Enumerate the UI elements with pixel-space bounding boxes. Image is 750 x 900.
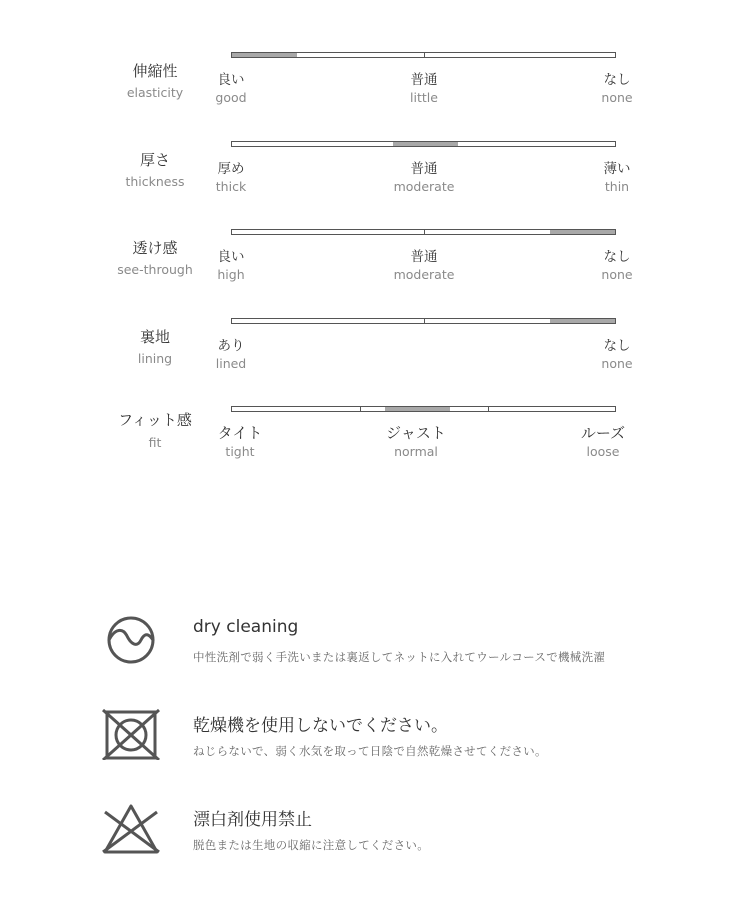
scale-tick — [424, 318, 425, 324]
scale-fill — [385, 407, 450, 411]
attribute-name-en: elasticity — [126, 85, 184, 100]
scale-fill — [550, 230, 615, 234]
attribute-name-ja: フィット感 — [118, 411, 192, 429]
care-item-no-bleach — [0, 800, 750, 860]
scale-label-en: loose — [586, 444, 620, 459]
attribute-name-ja: 厚さ — [139, 151, 170, 169]
scale-label-ja: 薄い — [603, 161, 631, 177]
scale-label-left — [205, 423, 275, 460]
scale-bar — [231, 406, 616, 412]
care-title: dry cleaning — [193, 617, 299, 637]
scale-tick — [360, 406, 361, 412]
scale-label-right — [588, 161, 646, 195]
scale-bar — [231, 318, 616, 324]
scale-label-en: tight — [225, 444, 255, 459]
attribute-thickness — [0, 139, 750, 219]
care-title: 乾燥機を使用しないでください。 — [193, 716, 448, 736]
scale-label-left — [200, 338, 262, 372]
scale-label-middle — [375, 423, 457, 460]
attribute-fit — [0, 404, 750, 484]
scale-label-left — [200, 161, 262, 195]
scale-bar — [231, 141, 616, 147]
scale-fill — [232, 53, 297, 57]
scale-label-right — [570, 423, 636, 460]
care-description: 中性洗剤で弱く手洗いまたは裏返してネットに入れてウールコースで機械洗濯 — [193, 650, 606, 664]
attribute-name-ja: 裏地 — [139, 328, 170, 346]
scale-label-en: none — [601, 267, 633, 282]
attribute-name-en: fit — [148, 435, 162, 450]
scale-fill — [393, 142, 458, 146]
scale-label-ja: あり — [217, 338, 245, 354]
care-title: 漂白剤使用禁止 — [193, 810, 312, 830]
care-item-no-tumble-dry — [0, 706, 750, 766]
no-tumble-dry-icon — [101, 708, 161, 760]
scale-label-ja: なし — [603, 249, 631, 265]
scale-fill — [550, 319, 615, 323]
scale-label-left — [200, 249, 262, 283]
scale-label-en: good — [215, 90, 247, 105]
no-bleach-icon — [101, 802, 161, 854]
scale-label-ja: 厚め — [217, 161, 245, 177]
scale-label-ja: なし — [603, 72, 631, 88]
attribute-name-en: lining — [137, 351, 173, 366]
scale-label-ja: ルーズ — [580, 424, 626, 442]
scale-label-en: high — [217, 267, 245, 282]
care-item-dry-cleaning — [0, 612, 750, 672]
attribute-see-through — [0, 227, 750, 307]
scale-label-en: normal — [394, 444, 438, 459]
attribute-name-en: thickness — [125, 174, 185, 189]
scale-label-ja: 普通 — [410, 161, 438, 177]
scale-label-en: lined — [215, 356, 247, 371]
scale-label-ja: なし — [603, 338, 631, 354]
scale-label-right — [588, 249, 646, 283]
scale-label-middle — [384, 72, 464, 106]
attribute-name-ja: 透け感 — [132, 239, 178, 257]
scale-bar — [231, 229, 616, 235]
scale-label-right — [588, 72, 646, 106]
scale-label-right — [588, 338, 646, 372]
attribute-name-en: see-through — [117, 262, 193, 277]
scale-label-ja: 良い — [217, 249, 245, 265]
scale-label-en: little — [410, 90, 438, 105]
scale-label-en: thin — [604, 179, 630, 194]
scale-label-middle — [384, 249, 464, 283]
scale-label-ja: タイト — [217, 424, 263, 442]
care-description: 脱色または生地の収縮に注意してください。 — [193, 838, 429, 852]
scale-label-ja: 普通 — [410, 72, 438, 88]
scale-label-en: none — [601, 90, 633, 105]
scale-label-ja: 良い — [217, 72, 245, 88]
scale-bar — [231, 52, 616, 58]
scale-tick — [424, 229, 425, 235]
scale-tick — [424, 52, 425, 58]
scale-label-middle — [384, 161, 464, 195]
attribute-elasticity — [0, 50, 750, 130]
scale-label-ja: ジャスト — [386, 424, 446, 442]
care-description: ねじらないで、弱く水気を取って日陰で自然乾燥させてください。 — [193, 744, 547, 758]
dry-cleaning-icon — [101, 614, 161, 666]
attribute-lining — [0, 316, 750, 396]
scale-label-ja: 普通 — [410, 249, 438, 265]
scale-tick — [488, 406, 489, 412]
scale-label-left — [200, 72, 262, 106]
attribute-name-ja: 伸縮性 — [132, 62, 178, 80]
scale-label-en: moderate — [393, 267, 455, 282]
scale-label-en: none — [601, 356, 633, 371]
scale-label-en: moderate — [393, 179, 455, 194]
scale-label-en: thick — [215, 179, 247, 194]
